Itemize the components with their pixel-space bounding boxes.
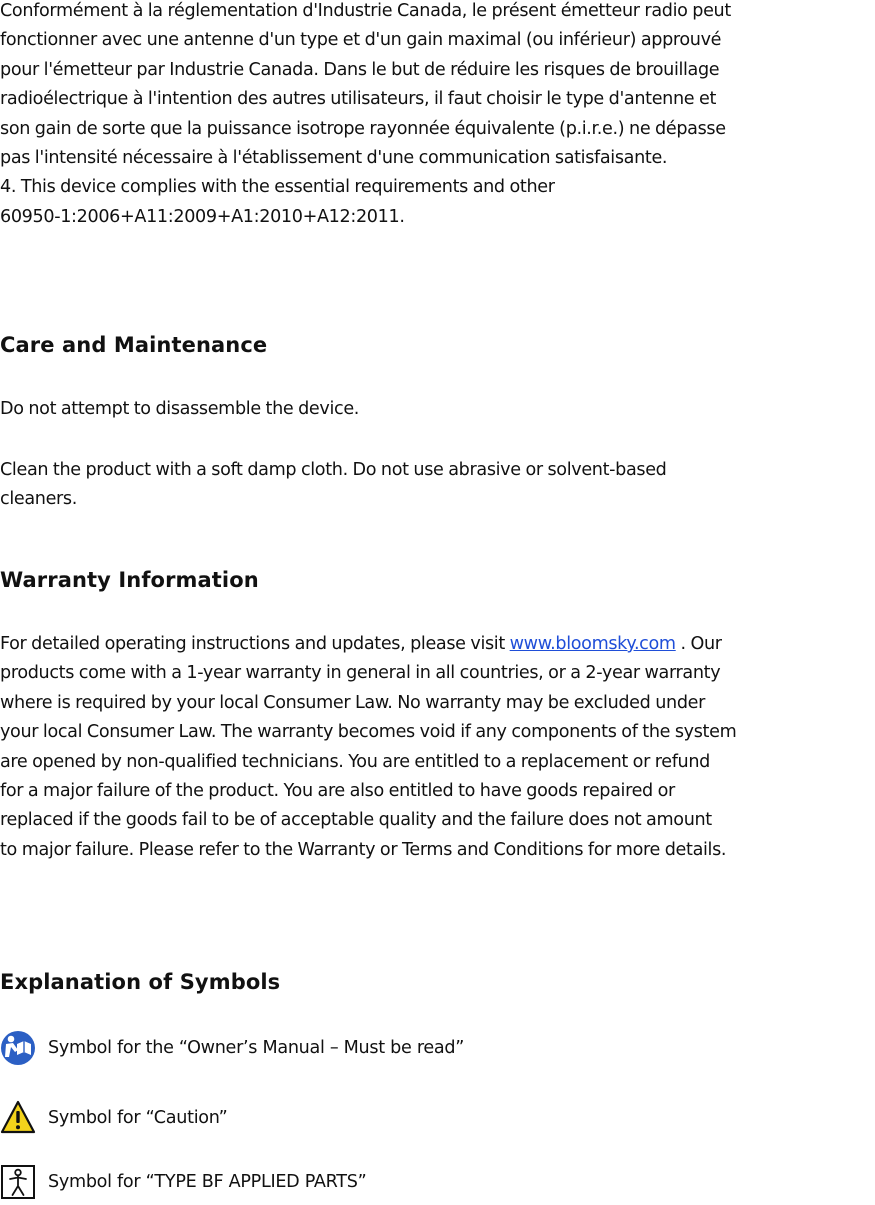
intro-line: pas l'intensité nécessaire à l'établissement d'une communication satisfaisante. <box>0 148 668 169</box>
type-bf-applied-part-icon <box>0 1164 36 1200</box>
caution-icon <box>0 1100 36 1136</box>
intro-line: Conformément à la réglementation d'Industrie Canada, le présent émetteur radio peut <box>0 1 731 21</box>
warranty-line: where is required by your local Consumer Law. No warranty may be excluded under <box>0 692 705 713</box>
symbol-row-type-bf <box>0 1164 366 1200</box>
intro-line: 4. This device complies with the essential requirements and other <box>0 177 555 198</box>
care-line: cleaners. <box>0 489 77 510</box>
warranty-line: products come with a 1-year warranty in general in all countries, or a 2-year warranty <box>0 663 721 684</box>
care-line: Do not attempt to disassemble the device. <box>0 399 360 419</box>
care-paragraph-1 <box>0 395 359 424</box>
warranty-line: replaced if the goods fail to be of acceptable quality and the failure does not amount <box>0 810 712 831</box>
warranty-line-text: . Our <box>675 634 722 654</box>
warranty-line-text: For detailed operating instructions and updates, please visit <box>0 634 510 654</box>
warranty-paragraph <box>0 630 736 865</box>
intro-paragraph <box>0 0 731 232</box>
intro-line: fonctionner avec une antenne d'un type et d'un gain maximal (ou inférieur) approuvé <box>0 30 722 51</box>
symbol-description: Symbol for the “Owner’s Manual – Must be read” <box>48 1038 465 1058</box>
symbol-row-caution <box>0 1100 227 1136</box>
symbol-row-owners-manual <box>0 1030 464 1066</box>
care-paragraph-2 <box>0 456 667 515</box>
warranty-line: your local Consumer Law. The warranty becomes void if any components of the system <box>0 722 737 743</box>
warranty-line: are opened by non-qualified technicians. You are entitled to a replacement or refund <box>0 751 710 772</box>
warranty-line <box>0 630 736 659</box>
owners-manual-icon <box>0 1030 36 1066</box>
care-line: Clean the product with a soft damp cloth. Do not use abrasive or solvent-based <box>0 460 667 480</box>
intro-line: son gain de sorte que la puissance isotrope rayonnée équivalente (p.i.r.e.) ne dépasse <box>0 118 726 139</box>
symbols-heading: Explanation of Symbols <box>0 970 281 994</box>
warranty-line: for a major failure of the product. You are also entitled to have goods repaired or <box>0 781 675 802</box>
warranty-heading: Warranty Information <box>0 568 259 592</box>
warranty-line: to major failure. Please refer to the Warranty or Terms and Conditions for more details. <box>0 839 727 860</box>
intro-line: pour l'émetteur par Industrie Canada. Dans le but de réduire les risques de brouillage <box>0 59 720 80</box>
bloomsky-link[interactable]: www.bloomsky.com <box>509 634 676 654</box>
symbol-description: Symbol for “Caution” <box>48 1108 228 1128</box>
care-heading: Care and Maintenance <box>0 333 268 357</box>
symbol-description: Symbol for “TYPE BF APPLIED PARTS” <box>48 1172 367 1192</box>
intro-line: radioélectrique à l'intention des autres utilisateurs, il faut choisir le type d'antenne et <box>0 89 717 110</box>
intro-line: 60950-1:2006+A11:2009+A1:2010+A12:2011. <box>0 206 405 227</box>
